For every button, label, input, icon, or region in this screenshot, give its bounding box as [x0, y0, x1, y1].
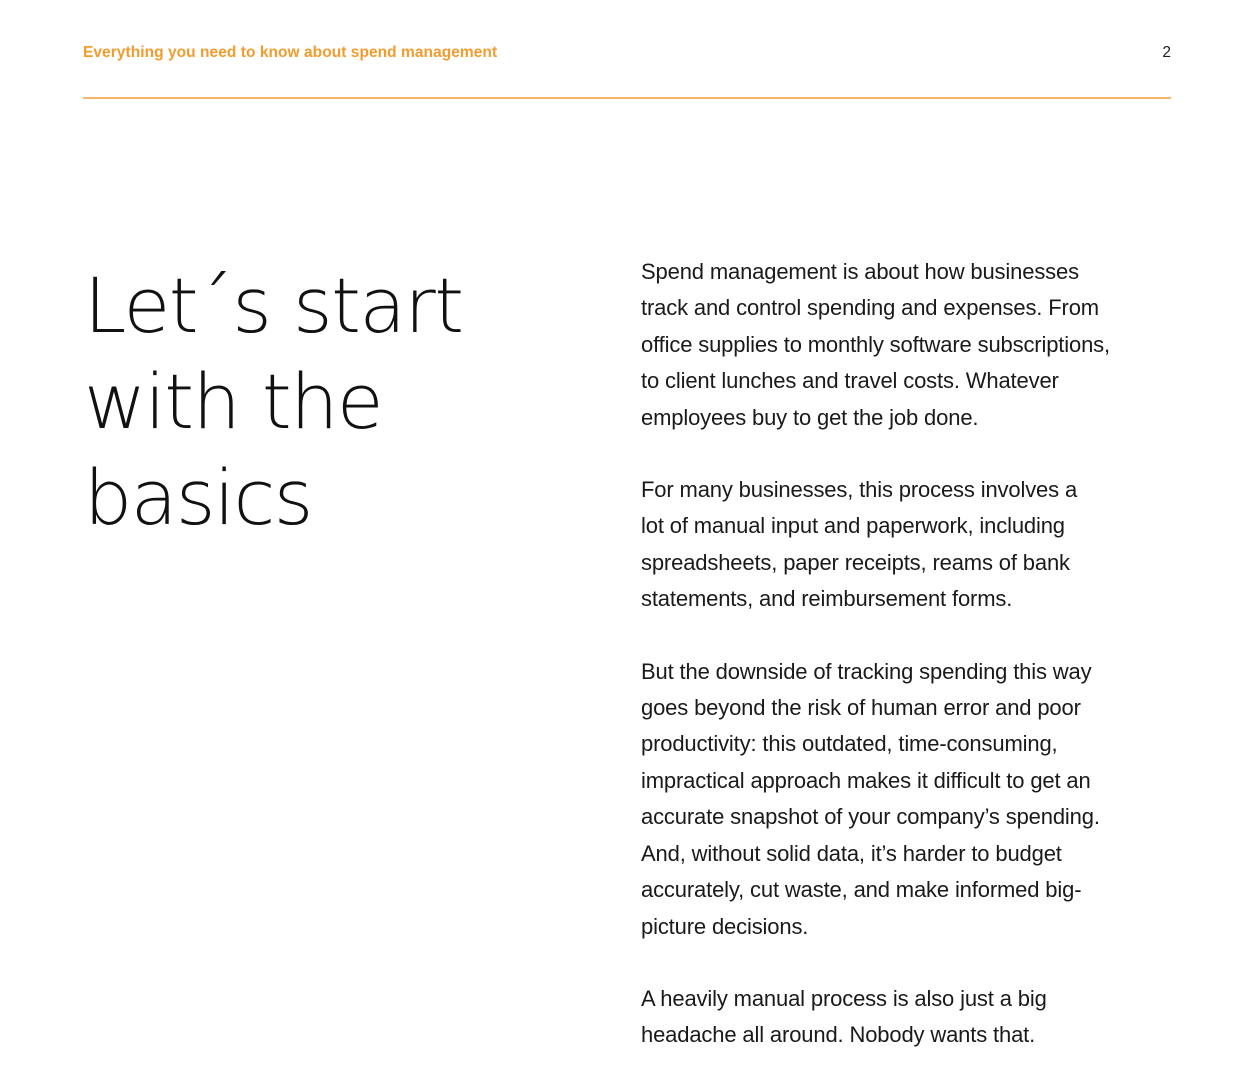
text-line: productivity: this outdated, time-consuming,: [641, 731, 1058, 757]
text-line: to client lunches and travel costs. Whatever: [641, 368, 1059, 394]
page-number: 2: [1162, 44, 1171, 61]
text-line: impractical approach makes it difficult to get an: [641, 767, 1091, 793]
text-line: But the downside of tracking spending this way: [641, 658, 1092, 684]
text-line: headache all around. Nobody wants that.: [641, 1022, 1036, 1048]
text-line: track and control spending and expenses. From: [641, 295, 1099, 321]
text-line: statements, and reimbursement forms.: [641, 586, 1013, 612]
paragraph-headache: [641, 981, 1181, 1054]
section-heading: [84, 258, 554, 546]
heading-line: with the: [84, 357, 383, 446]
header-title: Everything you need to know about spend management: [83, 44, 498, 61]
header-divider: [83, 97, 1171, 99]
text-line: A heavily manual process is also just a big: [641, 985, 1047, 1011]
text-line: picture decisions.: [641, 913, 809, 939]
text-line: lot of manual input and paperwork, including: [641, 513, 1065, 539]
text-line: office supplies to monthly software subscriptions,: [641, 331, 1110, 357]
paragraph-downside: [641, 654, 1181, 945]
text-line: goes beyond the risk of human error and poor: [641, 695, 1081, 721]
text-line: Spend management is about how businesses: [641, 259, 1079, 284]
text-line: spreadsheets, paper receipts, reams of bank: [641, 549, 1070, 575]
text-line: accurate snapshot of your company’s spending.: [641, 804, 1100, 830]
heading-line: basics: [84, 453, 312, 542]
text-line: For many businesses, this process involves a: [641, 477, 1078, 503]
body-text: [641, 254, 1181, 1090]
text-line: And, without solid data, it’s harder to budget: [641, 840, 1062, 866]
paragraph-intro: [641, 254, 1181, 436]
text-line: accurately, cut waste, and make informed big-: [641, 877, 1082, 903]
heading-line: Let´s start: [84, 261, 463, 350]
paragraph-manual-process: [641, 472, 1181, 618]
text-line: employees buy to get the job done.: [641, 404, 979, 430]
page-header: [83, 44, 1171, 68]
